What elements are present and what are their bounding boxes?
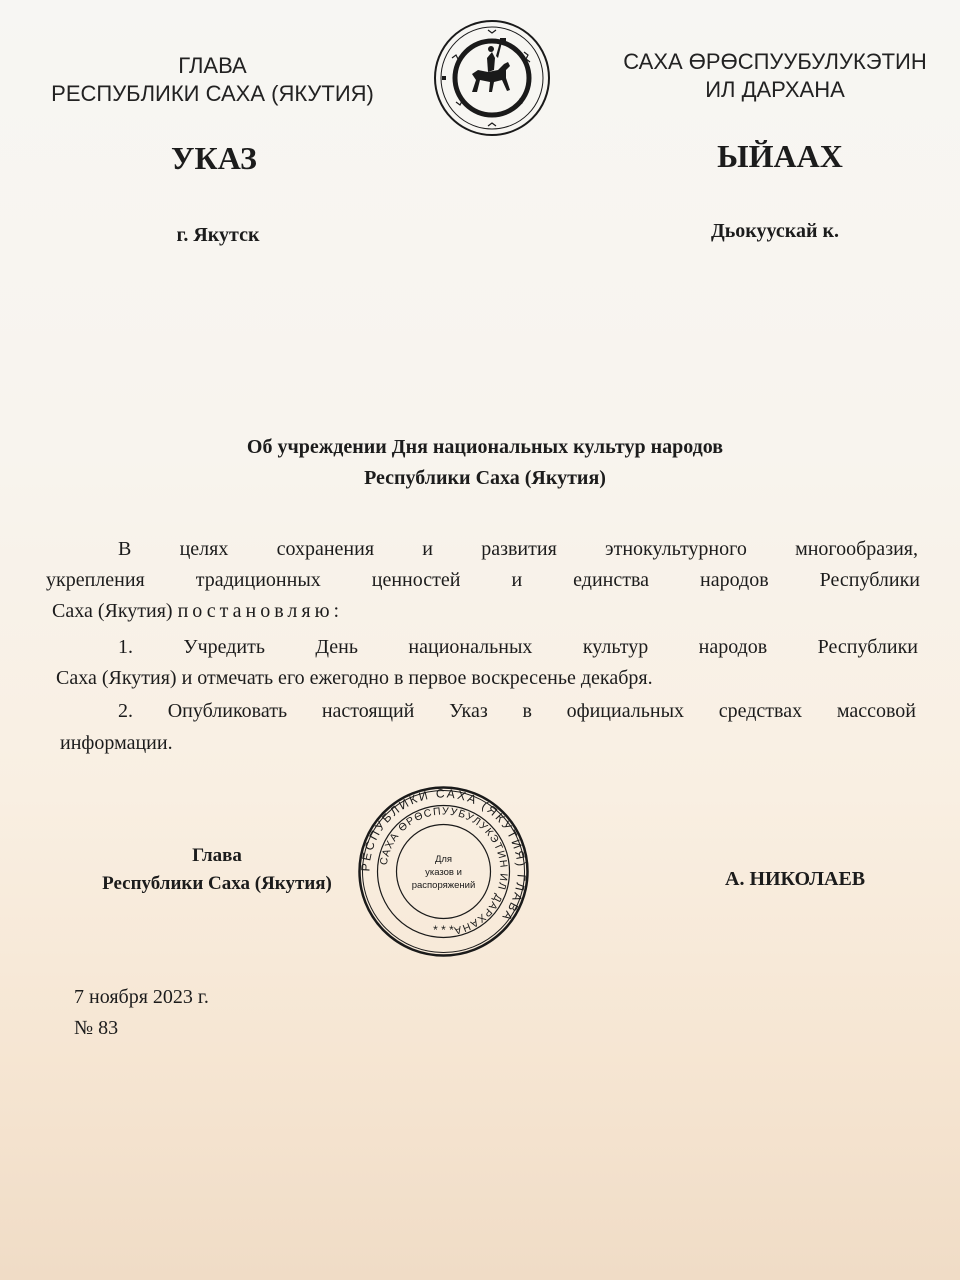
- header-right-line2: ИЛ ДАРХАНА: [705, 77, 845, 102]
- city-right: Дьокуускай к.: [710, 220, 840, 242]
- decree-date: 7 ноября 2023 г.: [74, 986, 209, 1008]
- header-right-line1: САХА ӨРӨСПУУБУЛУКЭТИН: [623, 49, 927, 74]
- subject-line2: Республики Саха (Якутия): [364, 467, 606, 489]
- signatory-title-line2: Республики Саха (Якутия): [102, 873, 332, 894]
- decree-verb: постановляю:: [177, 600, 344, 622]
- decree-subject: [150, 432, 820, 494]
- header-left-line1: ГЛАВА: [178, 53, 247, 78]
- item1-line2: Саха (Якутия) и отмечать его ежегодно в первое воскресенье декабря.: [56, 667, 653, 689]
- date-number-block: [74, 982, 209, 1044]
- seal-stars: * * *: [433, 923, 454, 937]
- preamble-line1: В целях сохранения и развития этнокультурного многообразия,: [118, 538, 918, 560]
- item2-line1: 2. Опубликовать настоящий Указ в официальных средствах массовой: [118, 700, 916, 722]
- header-left: [0, 52, 425, 108]
- coat-of-arms-emblem: [432, 18, 552, 138]
- header-right: [590, 48, 960, 104]
- doc-type-left: УКАЗ: [171, 140, 257, 176]
- seal-center-line2: указов и: [425, 867, 462, 878]
- item2-line2: информации.: [60, 732, 173, 754]
- preamble-line3-start: Саха (Якутия): [52, 600, 173, 622]
- subject-line1: Об учреждении Дня национальных культур народов: [246, 436, 724, 458]
- seal-outer-text: РЕСПУБЛИКИ САХА (ЯКУТИЯ) ГЛАВА: [358, 786, 529, 925]
- seal-inner-text: САХА ӨРӨСПУУБУЛУКЭТИН ИЛ ДАРХАНА: [377, 805, 510, 937]
- header-left-line2: РЕСПУБЛИКИ САХА (ЯКУТИЯ): [51, 81, 374, 106]
- preamble-line2: укрепления традиционных ценностей и единства народов Республики: [46, 569, 920, 591]
- doc-type-right: ЫЙААХ: [717, 138, 843, 174]
- preamble-line3: [52, 596, 912, 627]
- item1-line1: 1. Учредить День национальных культур народов Республики: [118, 636, 918, 658]
- seal-center-line3: распоряжений: [411, 880, 476, 891]
- signatory-title: [62, 842, 372, 898]
- official-seal: [356, 784, 531, 959]
- city-left: г. Якутск: [176, 224, 260, 246]
- decree-number: № 83: [74, 1017, 119, 1039]
- signatory-title-line1: Глава: [192, 845, 242, 866]
- seal-center-line1: Для: [434, 854, 453, 865]
- signatory-name: А. НИКОЛАЕВ: [725, 868, 866, 890]
